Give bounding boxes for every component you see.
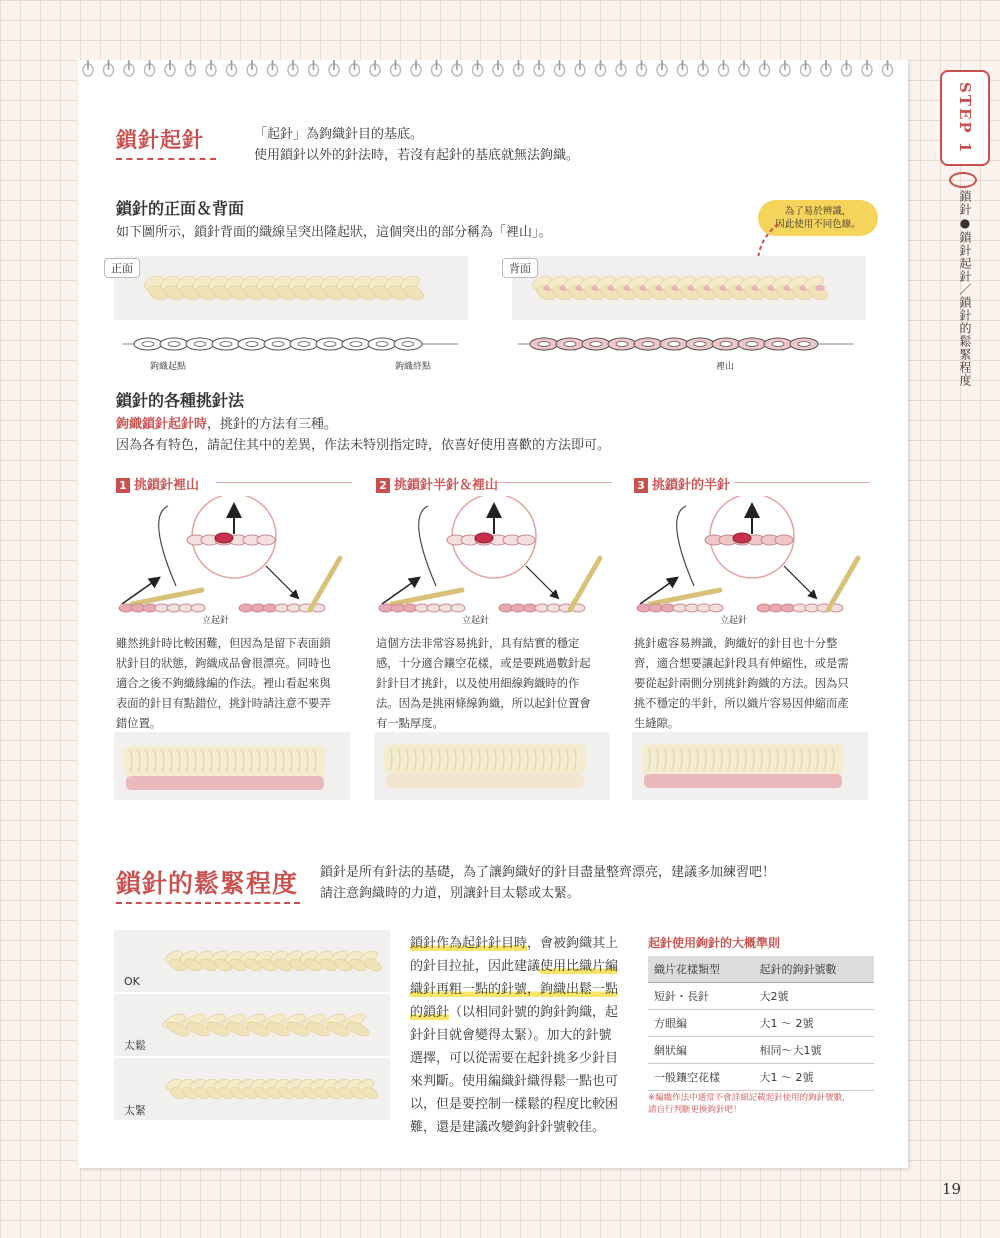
back-chain-diagram	[514, 326, 864, 366]
table-cell: 大1 ～ 2號	[754, 1064, 874, 1091]
method-text-line: 法。因為是挑兩條線鉤織，所以起針位置會	[376, 697, 591, 710]
method-sample-photo	[114, 732, 350, 800]
tension-sample-yarns	[114, 930, 390, 1120]
body-hl-4: 的鎖針	[410, 1005, 450, 1020]
body-line-9: 難，還是建議改變鉤針針號較佳。	[410, 1120, 606, 1135]
method-text-line: 生縫隙。	[634, 717, 680, 730]
step-tab	[940, 70, 990, 166]
front-back-desc: 如下圖所示，鎖針背面的織線呈突出隆起狀，這個突出的部分稱為「裡山」。	[116, 225, 552, 240]
table-cell: 大1 ～ 2號	[754, 1010, 874, 1037]
method-title	[116, 474, 199, 493]
front-chain-yarn	[114, 256, 468, 320]
hook-size-table	[648, 956, 874, 1091]
method-title	[376, 474, 498, 493]
body-hl-3: 織針再粗一點的針號，鉤織出鬆一點	[410, 982, 619, 997]
chain-start-label: 立起針	[200, 612, 231, 631]
method-text-line: 感，十分適合鑲空花樣，或是要跳過數針起	[376, 657, 591, 670]
table-note-line-1: ※編織作法中通常不會詳細記載起針使用的鉤針號數，	[648, 1093, 851, 1103]
table-cell: 大2號	[754, 983, 874, 1010]
method-text-line: 適合之後不鉤織緣編的作法。裡山看起來與	[116, 677, 331, 690]
table-row	[648, 983, 874, 1010]
crochet-hook-icon	[650, 590, 720, 604]
pickup-intro-red: 鉤織鎖針起針時	[116, 417, 208, 432]
crochet-hook-icon	[132, 590, 202, 604]
method-sample-photo	[632, 732, 868, 800]
table-row	[648, 1037, 874, 1064]
sample-label-ok: OK	[124, 975, 140, 988]
body-rest-4: （以相同針號的鉤針鉤織，起	[449, 1005, 619, 1020]
notebook-rings	[78, 56, 908, 82]
front-chain-photo	[114, 256, 468, 320]
table-row	[648, 1010, 874, 1037]
method-title-text: 挑鎖針的半針	[652, 478, 731, 493]
body-rest-1: ，會被鉤織其上	[527, 936, 619, 951]
body-line-7: 來判斷。使用編織針織得鬆一點也可	[410, 1074, 619, 1089]
crochet-hook-icon-2	[570, 558, 600, 610]
intro-line-2: 使用鎖針以外的針法時，若沒有起針的基底就無法鉤織。	[254, 148, 580, 163]
tension-body-text	[410, 932, 634, 1139]
method-number: 2	[376, 478, 390, 493]
table-header: 織片花樣類型	[648, 956, 754, 983]
crochet-hook-icon-2	[310, 558, 340, 610]
body-rest-2: 的針目拉扯，因此建議	[410, 959, 541, 974]
heading-front-back: 鎖針的正面＆背面	[116, 199, 245, 218]
intro-line-1: 「起針」為鉤織針目的基底。	[254, 127, 424, 142]
table-note-line-2: 請自行判斷更換鉤針吧！	[648, 1105, 742, 1115]
method-text-line: 要從起針兩側分別挑針鉤織的方法。因為只	[634, 677, 849, 690]
table-cell: 一般鑲空花樣	[648, 1064, 754, 1091]
sample-label-tight: 太緊	[124, 1104, 146, 1117]
body-hl-2: 使用比織片編	[540, 959, 619, 974]
table-note	[648, 1092, 851, 1116]
body-line-4	[410, 1001, 634, 1024]
pickup-intro-2: 因為各有特色，請記住其中的差異，作法未特別指定時，依喜好使用喜歡的方法即可。	[116, 438, 611, 453]
pickup-intro-rest: ，挑針的方法有三種。	[207, 417, 338, 432]
method-text-line: 挑針處容易辨識，鉤織好的針目也十分整	[634, 637, 838, 650]
table-cell: 相同～大1號	[754, 1037, 874, 1064]
method-sample-photo	[374, 732, 610, 800]
small-chain	[119, 604, 205, 612]
method-title-rule	[216, 482, 352, 483]
method-illustration	[116, 496, 352, 626]
body-line-5: 針針目就會變得太緊）。加大的針號	[410, 1028, 612, 1043]
method-text-line: 針針目才挑針，以及使用細線鉤織時的作	[376, 677, 580, 690]
heading-pickup-methods: 鎖針的各種挑針法	[116, 391, 245, 410]
chapter-marker-icon	[949, 172, 977, 188]
title-underline	[116, 158, 216, 160]
step-label: STEP 1	[956, 81, 974, 155]
method-number: 1	[116, 478, 130, 493]
method-title-text: 挑鎖針半針＆裡山	[394, 478, 499, 493]
table-row	[648, 1064, 874, 1091]
method-text-line: 錯位置。	[116, 717, 162, 730]
color-note-line-2: 因此使用不同色線。	[775, 219, 861, 230]
method-text-line: 齊，適合想要讓起針段具有伸縮性，或是需	[634, 657, 849, 670]
title-underline-tension	[116, 902, 300, 904]
front-tag: 正面	[104, 258, 140, 278]
section-title-chain-foundation: 鎖針起針	[116, 128, 204, 152]
body-hl-1: 鎖針作為起針針目時	[410, 936, 528, 951]
tension-desc-2: 請注意鉤織時的力道，別讓針目太鬆或太緊。	[320, 886, 581, 901]
table-header-row	[648, 956, 874, 983]
label-start: 鉤織起點	[150, 362, 187, 372]
chapter-text: 鎖針●鎖針起針／鎖針的鬆緊程度	[958, 190, 972, 387]
method-number: 3	[634, 478, 648, 493]
table-cell: 短針・長針	[648, 983, 754, 1010]
method-illustration	[376, 496, 612, 626]
chain-start-label: 立起針	[718, 612, 749, 631]
method-text-line: 表面的針目有點錯位，挑針時請注意不要弄	[116, 697, 331, 710]
table-title: 起針使用鉤針的大概準則	[648, 936, 781, 950]
color-note-line-1: 為了易於辨識，	[784, 206, 852, 217]
crochet-hook-icon-2	[828, 558, 858, 610]
back-chain-yarn	[512, 256, 866, 320]
method-text-line: 這個方法非常容易挑針，具有結實的穩定	[376, 637, 580, 650]
method-title-text: 挑鎖針裡山	[134, 478, 200, 493]
back-chain-photo	[512, 256, 866, 320]
small-chain	[379, 604, 465, 612]
method-text-line: 狀針目的狀態，鉤織成品會很漂亮。同時也	[116, 657, 331, 670]
method-illustration	[634, 496, 870, 626]
chain-start-label: 立起針	[460, 612, 491, 631]
crochet-hook-icon	[392, 590, 462, 604]
table-header: 起針的鉤針號數	[754, 956, 874, 983]
method-title	[634, 474, 730, 493]
method-text-line: 有一點厚度。	[376, 717, 444, 730]
back-tag: 背面	[502, 258, 538, 278]
body-line-1	[410, 932, 634, 955]
body-line-6: 選擇，可以從需要在起針挑多少針目	[410, 1051, 619, 1066]
body-line-2	[410, 955, 634, 978]
label-back-bump: 裡山	[716, 362, 735, 372]
sample-label-loose: 太鬆	[124, 1039, 146, 1052]
tension-desc-1: 鎖針是所有針法的基礎，為了讓鉤織好的針目盡量整齊漂亮，建議多加練習吧！	[320, 865, 776, 880]
method-text-line: 挑不穩定的半針，所以織片容易因伸縮而產	[634, 697, 849, 710]
section-title-tension: 鎖針的鬆緊程度	[116, 869, 299, 898]
method-text-line: 雖然挑針時比較困難，但因為是留下表面鎖	[116, 637, 331, 650]
label-end: 鉤織終點	[395, 362, 432, 372]
body-line-3	[410, 978, 634, 1001]
pickup-intro-1	[116, 414, 337, 435]
small-chain	[637, 604, 723, 612]
method-title-rule	[734, 482, 870, 483]
tension-samples	[114, 930, 390, 1120]
method-title-rule	[476, 482, 612, 483]
table-cell: 方眼編	[648, 1010, 754, 1037]
page-number: 19	[942, 1180, 962, 1198]
table-cell: 網狀編	[648, 1037, 754, 1064]
body-line-8: 以，但是要控制一樣鬆的程度比較困	[410, 1097, 619, 1112]
